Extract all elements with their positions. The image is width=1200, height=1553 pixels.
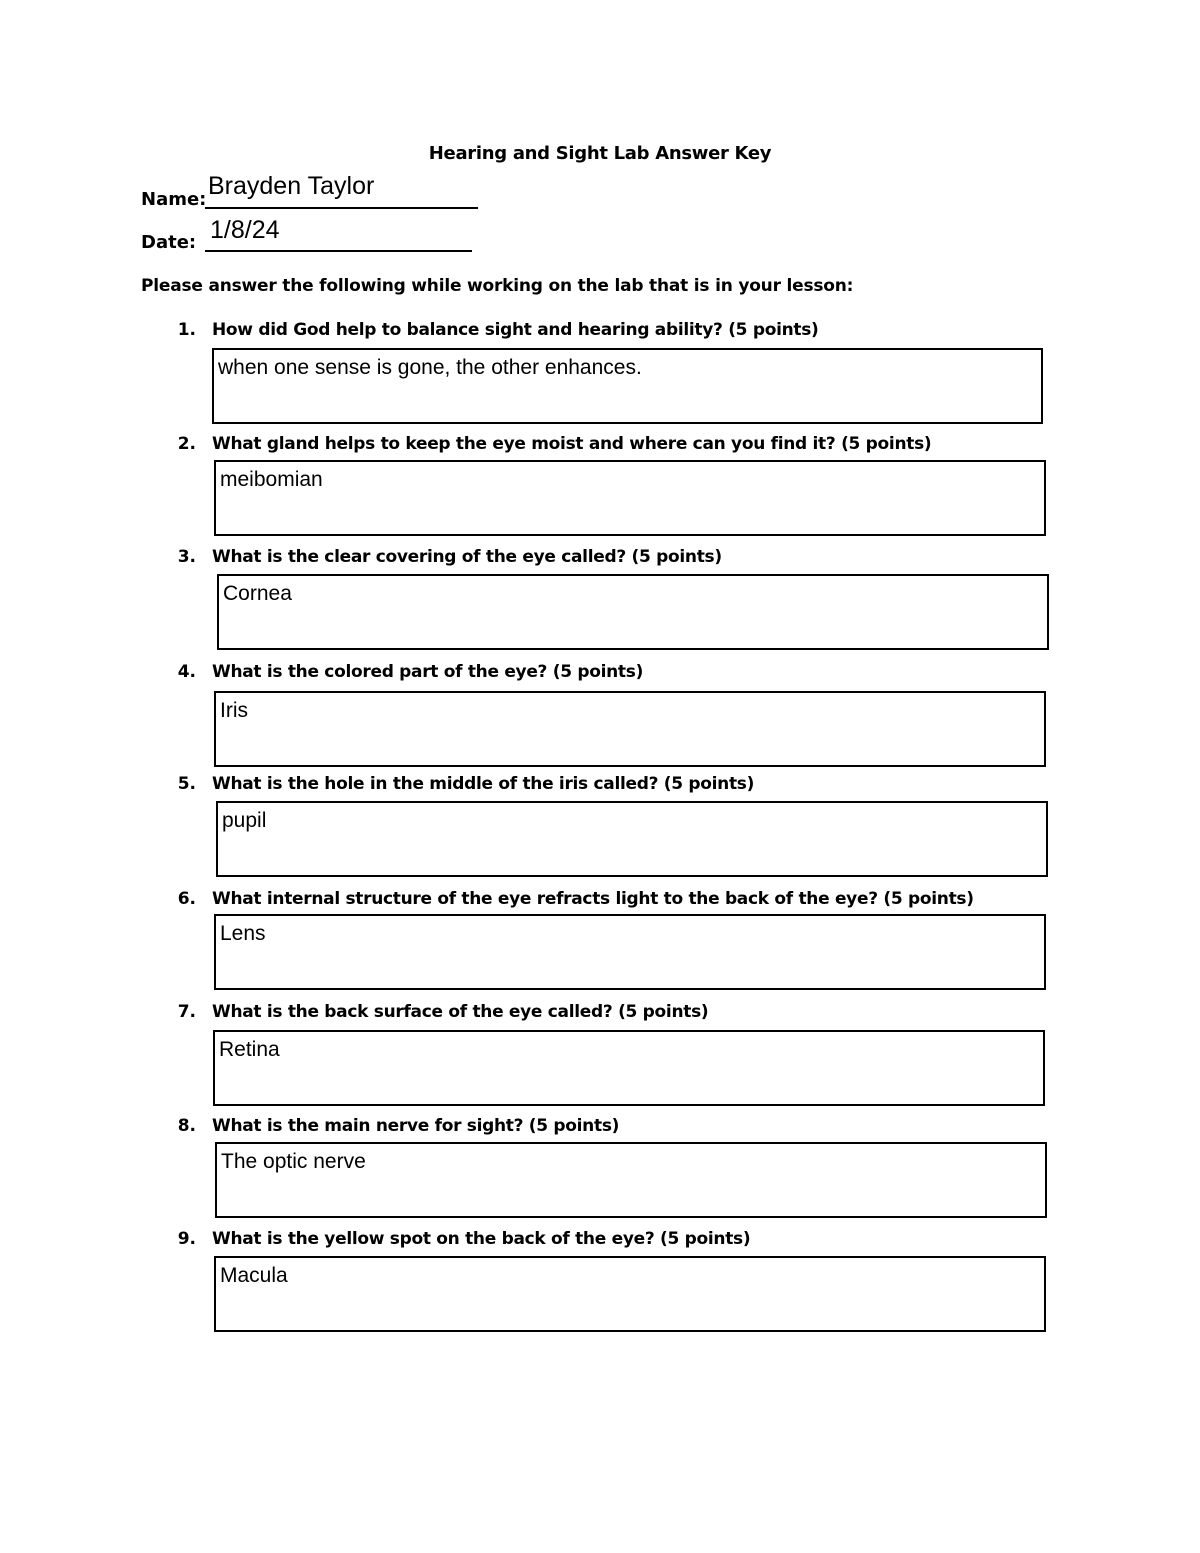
answer-box[interactable] [217,574,1049,650]
question-number: 3. [177,547,196,567]
answer-box[interactable] [212,348,1043,424]
answer-text: The optic nerve [221,1150,366,1173]
answer-text: pupil [222,809,267,832]
answer-box[interactable] [214,691,1046,767]
question-text: What gland helps to keep the eye moist and where can you find it? (5 points) [212,434,932,454]
question-number: 5. [177,774,196,794]
name-label: Name: [141,189,207,210]
date-label: Date: [141,232,197,253]
answer-box[interactable] [214,914,1046,990]
question-text: How did God help to balance sight and hearing ability? (5 points) [212,320,819,340]
question-number: 9. [177,1229,196,1249]
date-field[interactable]: 1/8/24 [210,216,280,244]
answer-box[interactable] [216,801,1048,877]
question-number: 2. [177,434,196,454]
instructions: Please answer the following while working on the lab that is in your lesson: [141,276,854,296]
question-number: 1. [177,320,196,340]
answer-box[interactable] [215,1142,1047,1218]
answer-text: Iris [220,699,248,722]
question-number: 4. [177,662,196,682]
name-field[interactable]: Brayden Taylor [208,172,375,200]
answer-text: Cornea [223,582,292,605]
question-text: What internal structure of the eye refracts light to the back of the eye? (5 points) [212,889,974,909]
name-underline [205,207,478,209]
page-title: Hearing and Sight Lab Answer Key [428,143,772,164]
question-number: 8. [177,1116,196,1136]
question-text: What is the main nerve for sight? (5 points) [212,1116,620,1136]
answer-text: meibomian [220,468,323,491]
question-text: What is the hole in the middle of the iris called? (5 points) [212,774,755,794]
date-underline [205,250,472,252]
question-number: 6. [177,889,196,909]
answer-text: Retina [219,1038,280,1061]
question-text: What is the clear covering of the eye called? (5 points) [212,547,722,567]
answer-text: Macula [220,1264,288,1287]
answer-box[interactable] [213,1030,1045,1106]
question-text: What is the colored part of the eye? (5 points) [212,662,644,682]
answer-text: Lens [220,922,266,945]
answer-text: when one sense is gone, the other enhances. [218,356,642,379]
question-number: 7. [177,1002,196,1022]
question-text: What is the yellow spot on the back of the eye? (5 points) [212,1229,751,1249]
answer-box[interactable] [214,1256,1046,1332]
question-text: What is the back surface of the eye called? (5 points) [212,1002,709,1022]
answer-box[interactable] [214,460,1046,536]
